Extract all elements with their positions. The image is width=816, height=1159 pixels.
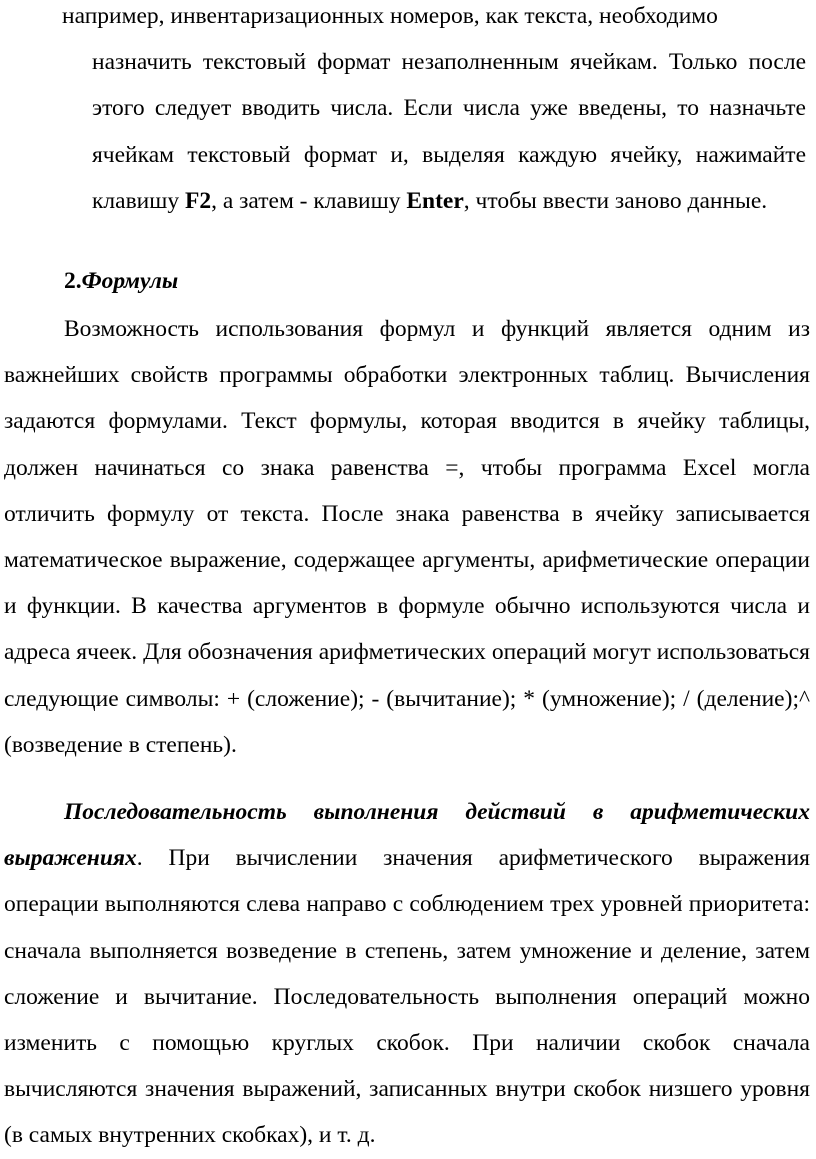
section-number: 2. <box>64 268 82 294</box>
paragraph-text-a: назначить текстовый формат незаполненным ячейкам. Только после этого следует вводить числа. Если числа уже введены, то назначьте ячейкам текстовый формат и, выделяя каждую ячейку, нажимайте клавишу <box>92 49 806 214</box>
paragraph-operation-order-text: . При вычислении значения арифметического выражения операции выполняются слева направо с соблюдением трех уровней приоритета: сначала выполняется возведение в степень, затем умножение и деление, затем сложение и вычитание. Последовательность выполнения операций можно изменить с помощью круглых скобок. При наличии скобок сначала вычисляются значения выражений, записанных внутри скобок низшего уровня (в самых внутренних скобках), и т. д. <box>4 845 810 1149</box>
paragraph-text-b: , а затем - клавишу <box>211 187 407 214</box>
paragraph-first-line: например, инвентаризационных номеров, как текста, необходимо <box>62 3 718 29</box>
paragraph-operation-order <box>4 789 810 1159</box>
term-operation-order: Последовательность выполнения действий в арифметических выражениях <box>4 799 810 872</box>
paragraph-body <box>0 39 806 224</box>
section-heading <box>64 261 178 301</box>
paragraph-continuation <box>0 0 806 224</box>
section-title: Формулы <box>81 268 179 294</box>
key-enter: Enter <box>406 187 464 214</box>
paragraph-text-c: , чтобы ввести заново данные. <box>463 187 768 214</box>
paragraph-formulas: Возможность использования формул и функций является одним из важнейших свойств программы обработки электронных таблиц. Вычисления задаются формулами. Текст формулы, которая вводится в ячейку таблицы, должен начинаться со знака равенства =, чтобы программа Excel могла отличить формулу от текста. После знака равенства в ячейку записывается математическое выражение, содержащее аргументы, арифметические операции и функции. В качества аргументов в формуле обычно используются числа и адреса ячеек. Для обозначения арифметических операций могут использоваться следующие символы: + (сложение); - (вычитание); * (умножение); / (деление);^ (возведение в степень). <box>4 316 810 758</box>
key-f2: F2 <box>184 187 212 214</box>
